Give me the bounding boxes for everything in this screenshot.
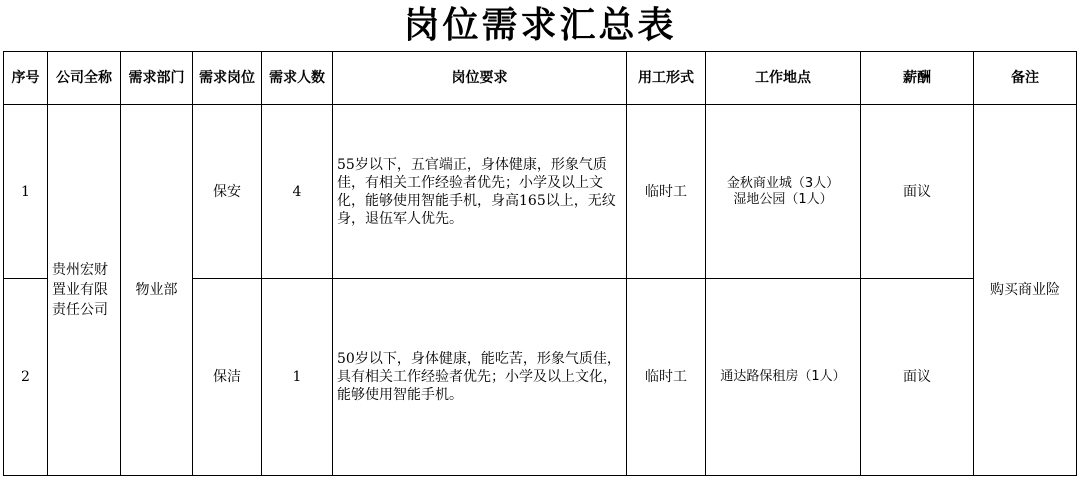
cell-company: 贵州宏财置业有限责任公司 [48,105,121,476]
cell-position: 保安 [193,105,262,279]
cell-salary: 面议 [861,279,974,476]
table-row [4,105,1077,279]
cell-requirements: 50岁以下，身体健康，能吃苦，形象气质佳，具有相关工作经验者优先；小学及以上文化，能够使用智能手机。 [333,279,627,476]
cell-employment: 临时工 [627,279,706,476]
cell-notes: 购买商业险 [974,105,1077,476]
cell-location [706,279,861,476]
header-position: 需求岗位 [193,52,262,105]
header-dept: 需求部门 [121,52,193,105]
cell-seq: 2 [4,279,48,476]
cell-position: 保洁 [193,279,262,476]
cell-requirements: 55岁以下，五官端正，身体健康，形象气质佳，有相关工作经验者优先；小学及以上文化，能够使用智能手机，身高165以上，无纹身，退伍军人优先。 [333,105,627,279]
cell-location [706,105,861,279]
cell-dept: 物业部 [121,105,193,476]
location-line: 湿地公园（1人） [733,191,833,207]
header-count: 需求人数 [262,52,333,105]
job-demand-table [3,51,1077,476]
header-location: 工作地点 [706,52,861,105]
header-salary: 薪酬 [861,52,974,105]
cell-count: 4 [262,105,333,279]
cell-salary: 面议 [861,105,974,279]
header-company: 公司全称 [48,52,121,105]
header-row [4,52,1077,105]
location-line: 金秋商业城（3人） [726,175,840,191]
header-notes: 备注 [974,52,1077,105]
cell-employment: 临时工 [627,105,706,279]
page-title: 岗位需求汇总表 [403,4,677,46]
header-seq: 序号 [4,52,48,105]
header-employment: 用工形式 [627,52,706,105]
header-requirements: 岗位要求 [333,52,627,105]
location-line: 通达路保租房（1人） [720,369,846,384]
cell-seq: 1 [4,105,48,279]
cell-count: 1 [262,279,333,476]
